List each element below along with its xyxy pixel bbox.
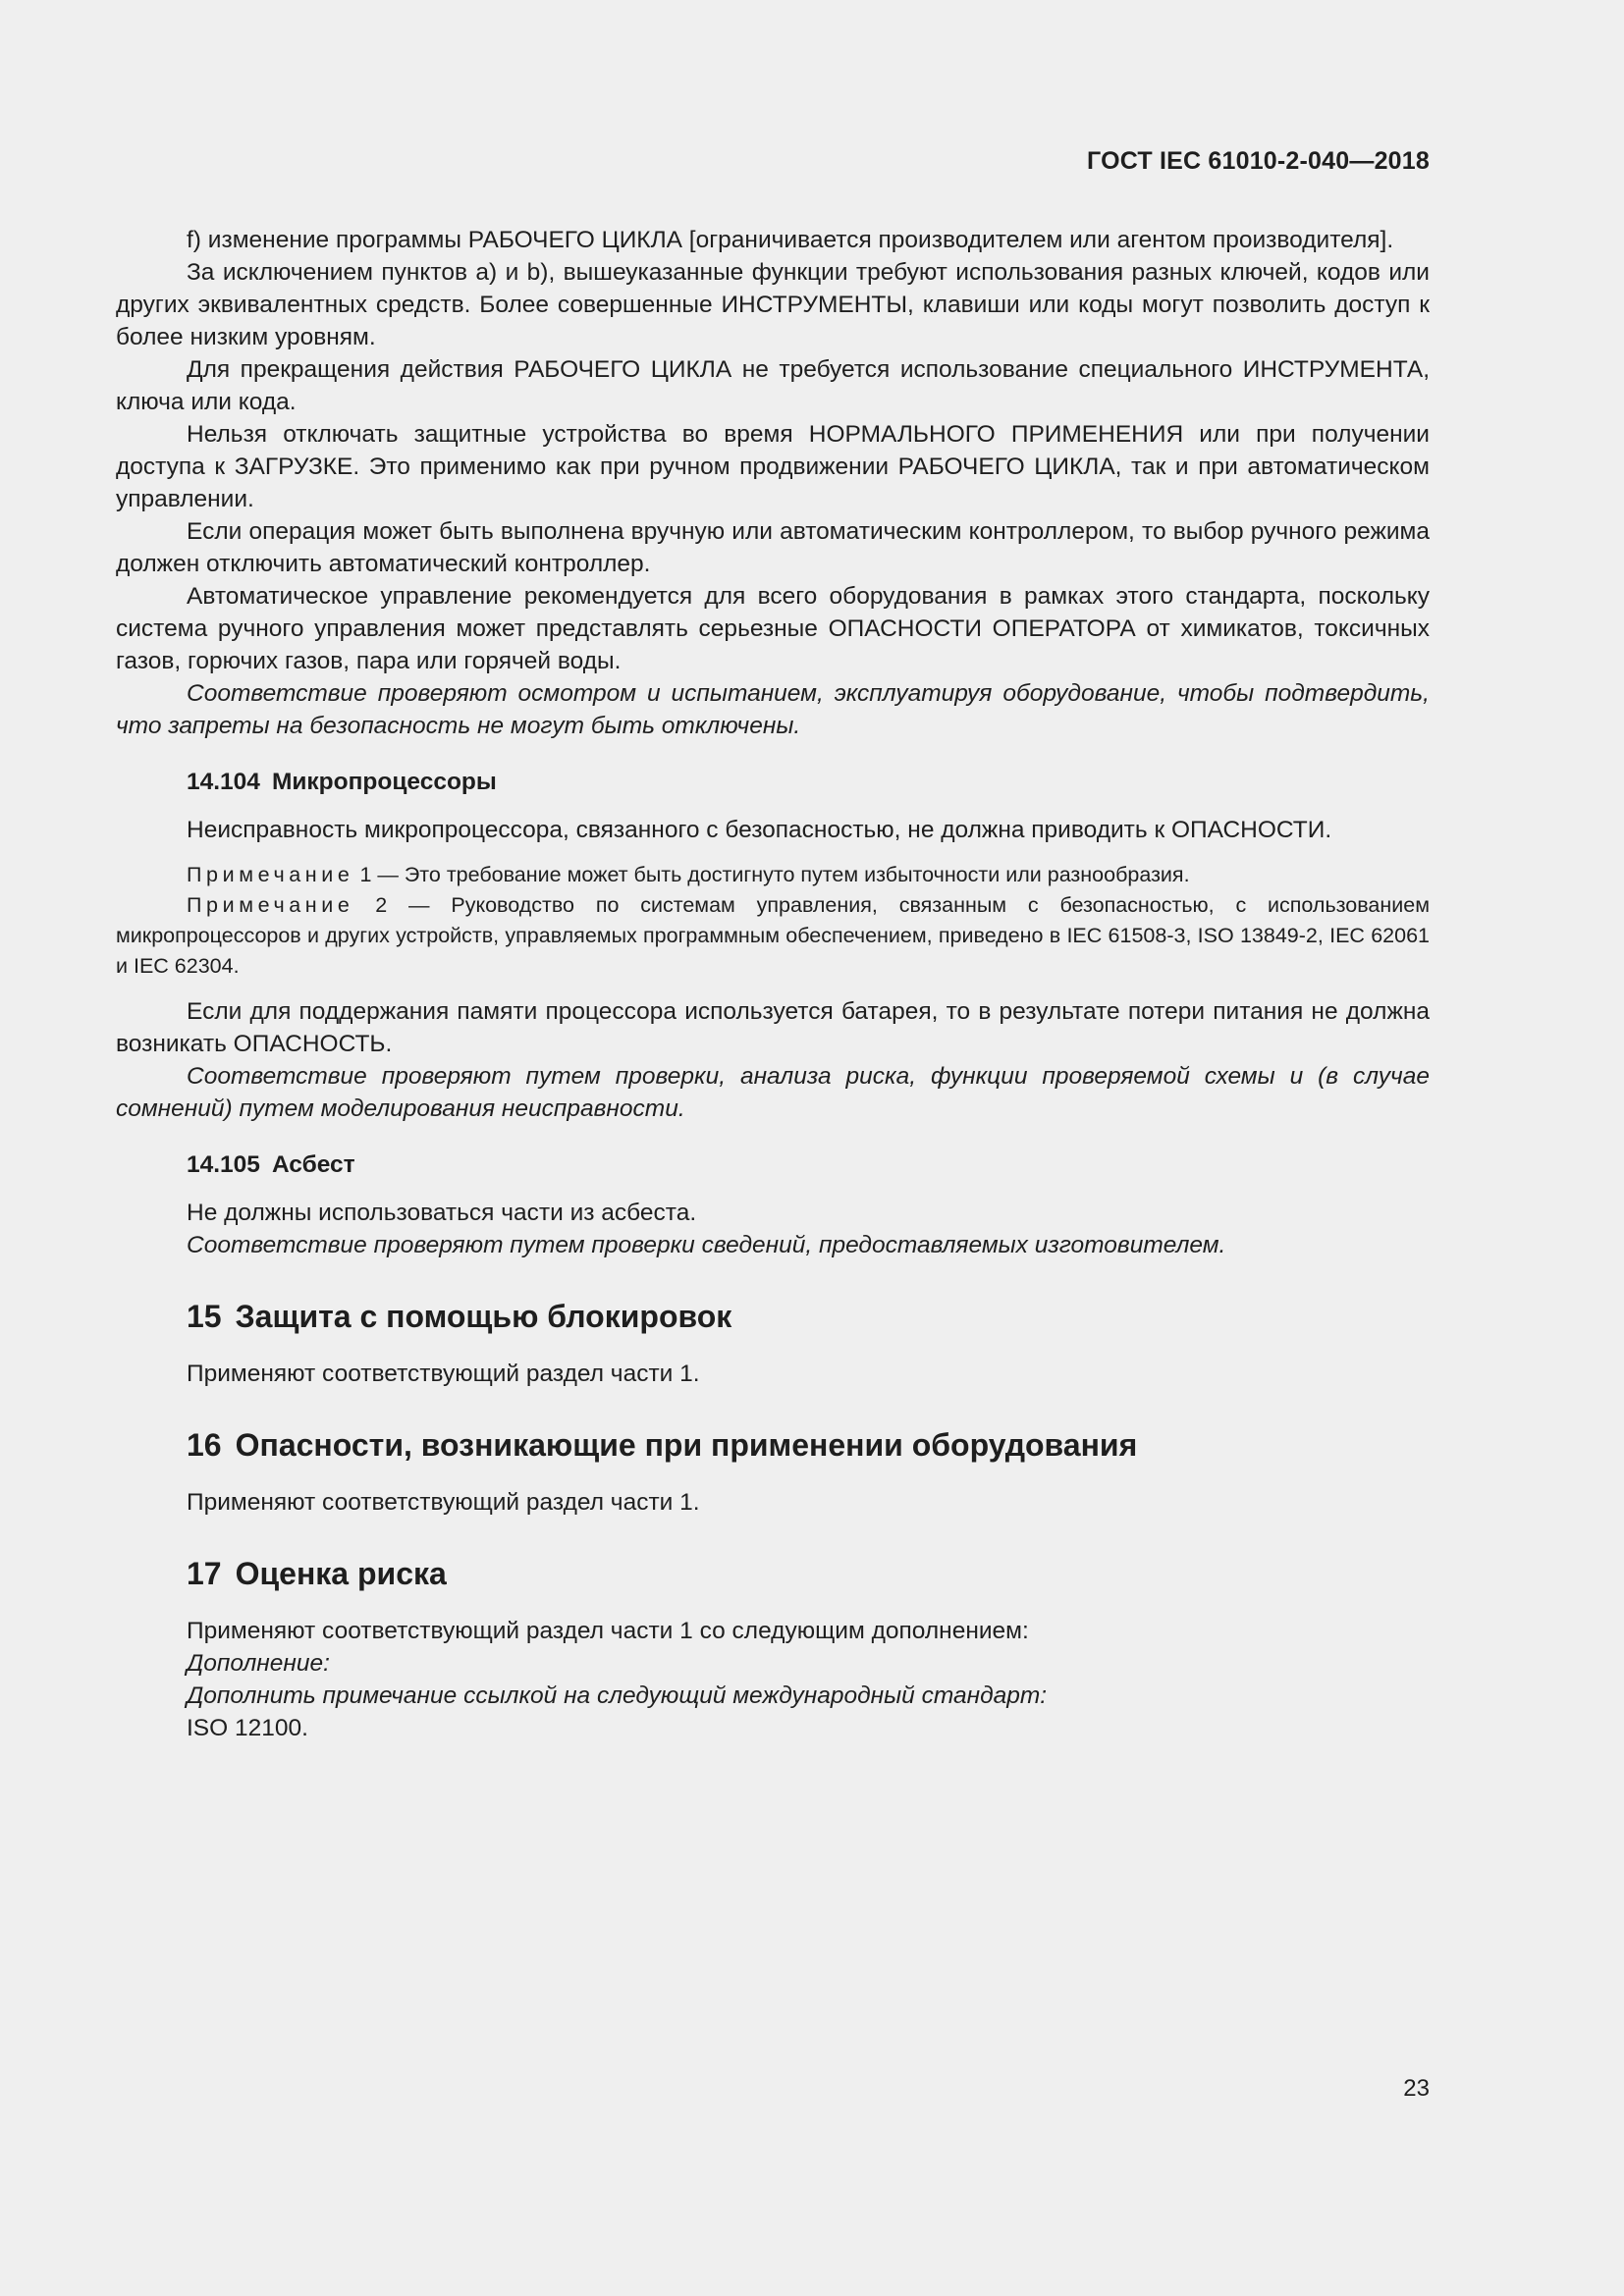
paragraph-protective-devices: Нельзя отключать защитные устройства во время НОРМАЛЬНОГО ПРИМЕНЕНИЯ или при получении доступа к ЗАГРУЗКЕ. Это применимо как при ручном продвижении РАБОЧЕГО ЦИКЛА, так и при автоматическом управлении.: [116, 421, 1430, 512]
paragraph-keys-codes: За исключением пунктов a) и b), вышеуказанные функции требуют использования разных ключей, кодов или других эквивалентных средств. Более совершенные ИНСТРУМЕНТЫ, клавиши или коды могут позволить доступ к более низким уровням.: [116, 259, 1430, 350]
section-title: Опасности, возникающие при применении оборудования: [235, 1427, 1138, 1463]
paragraph-microprocessor-fault: Неисправность микропроцессора, связанного с безопасностью, не должна приводить к ОПАСНОСТИ.: [187, 817, 1332, 843]
paragraph-section-16: Применяют соответствующий раздел части 1.: [187, 1489, 700, 1516]
subsection-title: Асбест: [271, 1151, 355, 1178]
section-number: 15: [187, 1299, 222, 1334]
paragraph-manual-mode: Если операция может быть выполнена вручную или автоматическим контроллером, то выбор ручного режима должен отключить автоматический контроллер.: [116, 518, 1430, 577]
note-text: 1 — Это требование может быть достигнуто путем избыточности или разнообразия.: [359, 863, 1190, 886]
subsection-heading-14-105: [116, 1148, 1430, 1181]
addition-text: Дополнить примечание ссылкой на следующий международный стандарт:: [187, 1682, 1048, 1709]
paragraph-section-17: Применяют соответствующий раздел части 1 со следующим дополнением:: [187, 1618, 1029, 1644]
document-code-header: ГОСТ IEC 61010-2-040—2018: [1087, 147, 1430, 175]
subsection-number: 14.104: [187, 769, 260, 795]
section-number: 17: [187, 1556, 222, 1591]
page-number: 23: [1403, 2075, 1430, 2102]
compliance-statement: Соответствие проверяют путем проверки, анализа риска, функции проверяемой схемы и (в случае сомнений) путем моделирования неисправности.: [116, 1063, 1430, 1122]
standard-reference: ISO 12100.: [187, 1715, 308, 1741]
paragraph-battery: Если для поддержания памяти процессора используется батарея, то в результате потери питания не должна возникать ОПАСНОСТЬ.: [116, 998, 1430, 1057]
paragraph-item-f: f) изменение программы РАБОЧЕГО ЦИКЛА [ограничивается производителем или агентом производителя].: [187, 227, 1394, 253]
subsection-number: 14.105: [187, 1151, 260, 1178]
note-text: 2 — Руководство по системам управления, связанным с безопасностью, с использованием микропроцессоров и других устройств, управляемых программным обеспечением, приведено в IEC 61508-3, ISO 13849-2, IEC 62061 и IEC 62304.: [116, 893, 1430, 978]
subsection-title: Микропроцессоры: [271, 769, 497, 795]
compliance-statement: Соответствие проверяют путем проверки сведений, предоставляемых изготовителем.: [187, 1232, 1226, 1258]
section-title: Защита с помощью блокировок: [235, 1299, 732, 1334]
document-body: [116, 224, 1430, 1744]
paragraph-section-15: Применяют соответствующий раздел части 1.: [187, 1361, 700, 1387]
addition-label: Дополнение:: [187, 1650, 330, 1677]
section-heading-17: [116, 1554, 1430, 1593]
section-heading-16: [116, 1425, 1430, 1465]
section-title: Оценка риска: [235, 1556, 447, 1591]
paragraph-asbestos: Не должны использоваться части из асбеста.: [187, 1200, 697, 1226]
paragraph-cycle-stop: Для прекращения действия РАБОЧЕГО ЦИКЛА не требуется использование специального ИНСТРУМЕНТА, ключа или кода.: [116, 356, 1430, 415]
note-label: Примечание: [187, 863, 354, 886]
note-2: [116, 890, 1430, 982]
document-page: [116, 0, 1430, 2296]
note-label: Примечание: [187, 893, 354, 917]
note-1: [116, 860, 1430, 890]
compliance-statement: Соответствие проверяют осмотром и испытанием, эксплуатируя оборудование, чтобы подтвердить, что запреты на безопасность не могут быть отключены.: [116, 680, 1430, 739]
section-number: 16: [187, 1427, 222, 1463]
section-heading-15: [116, 1297, 1430, 1336]
paragraph-automatic-control: Автоматическое управление рекомендуется для всего оборудования в рамках этого стандарта, поскольку система ручного управления может представлять серьезные ОПАСНОСТИ ОПЕРАТОРА от химикатов, токсичных газов, горючих газов, пара или горячей воды.: [116, 583, 1430, 674]
subsection-heading-14-104: [116, 766, 1430, 798]
